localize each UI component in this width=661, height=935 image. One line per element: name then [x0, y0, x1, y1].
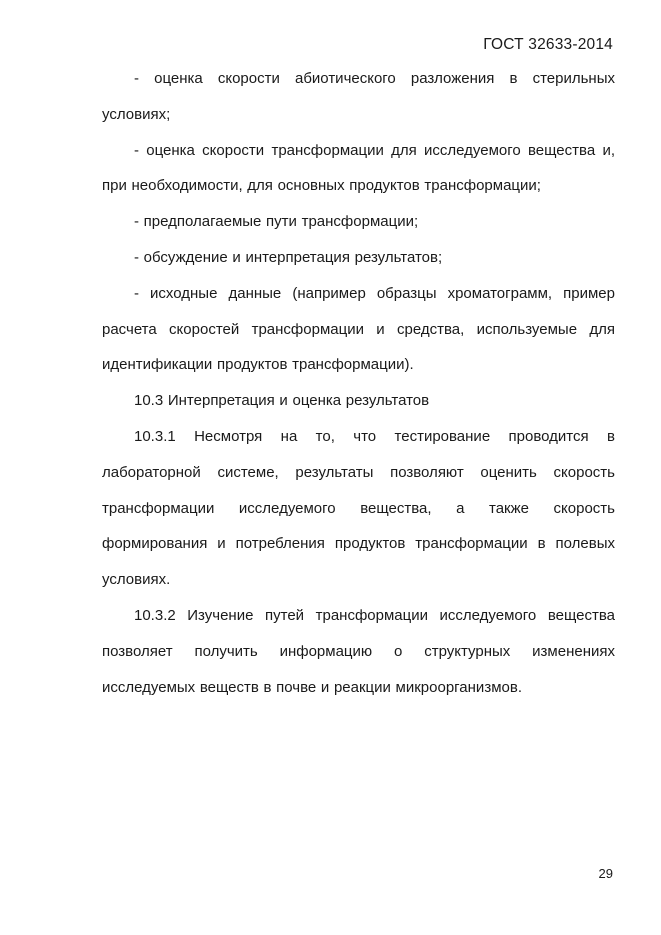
document-body — [102, 61, 615, 705]
list-item-discussion: - обсуждение и интерпретация результатов; — [134, 248, 443, 266]
page-number: 29 — [598, 866, 613, 881]
paragraph-10-3-2: 10.3.2 Изучение путей трансформации исследуемого вещества позволяет получить информацию о структурных изменениях исследуемых веществ в почве и реакции микроорганизмов. — [102, 606, 615, 696]
list-item-transformation-rate: - оценка скорости трансформации для исследуемого вещества и, при необходимости, для основных продуктов трансформации; — [102, 141, 615, 195]
paragraph-10-3-1: 10.3.1 Несмотря на то, что тестирование проводится в лабораторной системе, результаты позволяют оценить скорость трансформации исследуемого вещества, а также скорость формирования и потребления продуктов трансформации в полевых условиях. — [102, 427, 615, 589]
list-item-raw-data: - исходные данные (например образцы хроматограмм, пример расчета скоростей трансформации и средства, используемые для идентификации продуктов трансформации). — [102, 284, 615, 374]
document-header-code: ГОСТ 32633-2014 — [483, 36, 613, 53]
list-item-transformation-pathways: - предполагаемые пути трансформации; — [134, 213, 419, 231]
section-heading-10-3: 10.3 Интерпретация и оценка результатов — [134, 392, 430, 410]
list-item-abiotic-degradation: - оценка скорости абиотического разложения в стерильных условиях; — [102, 70, 615, 123]
